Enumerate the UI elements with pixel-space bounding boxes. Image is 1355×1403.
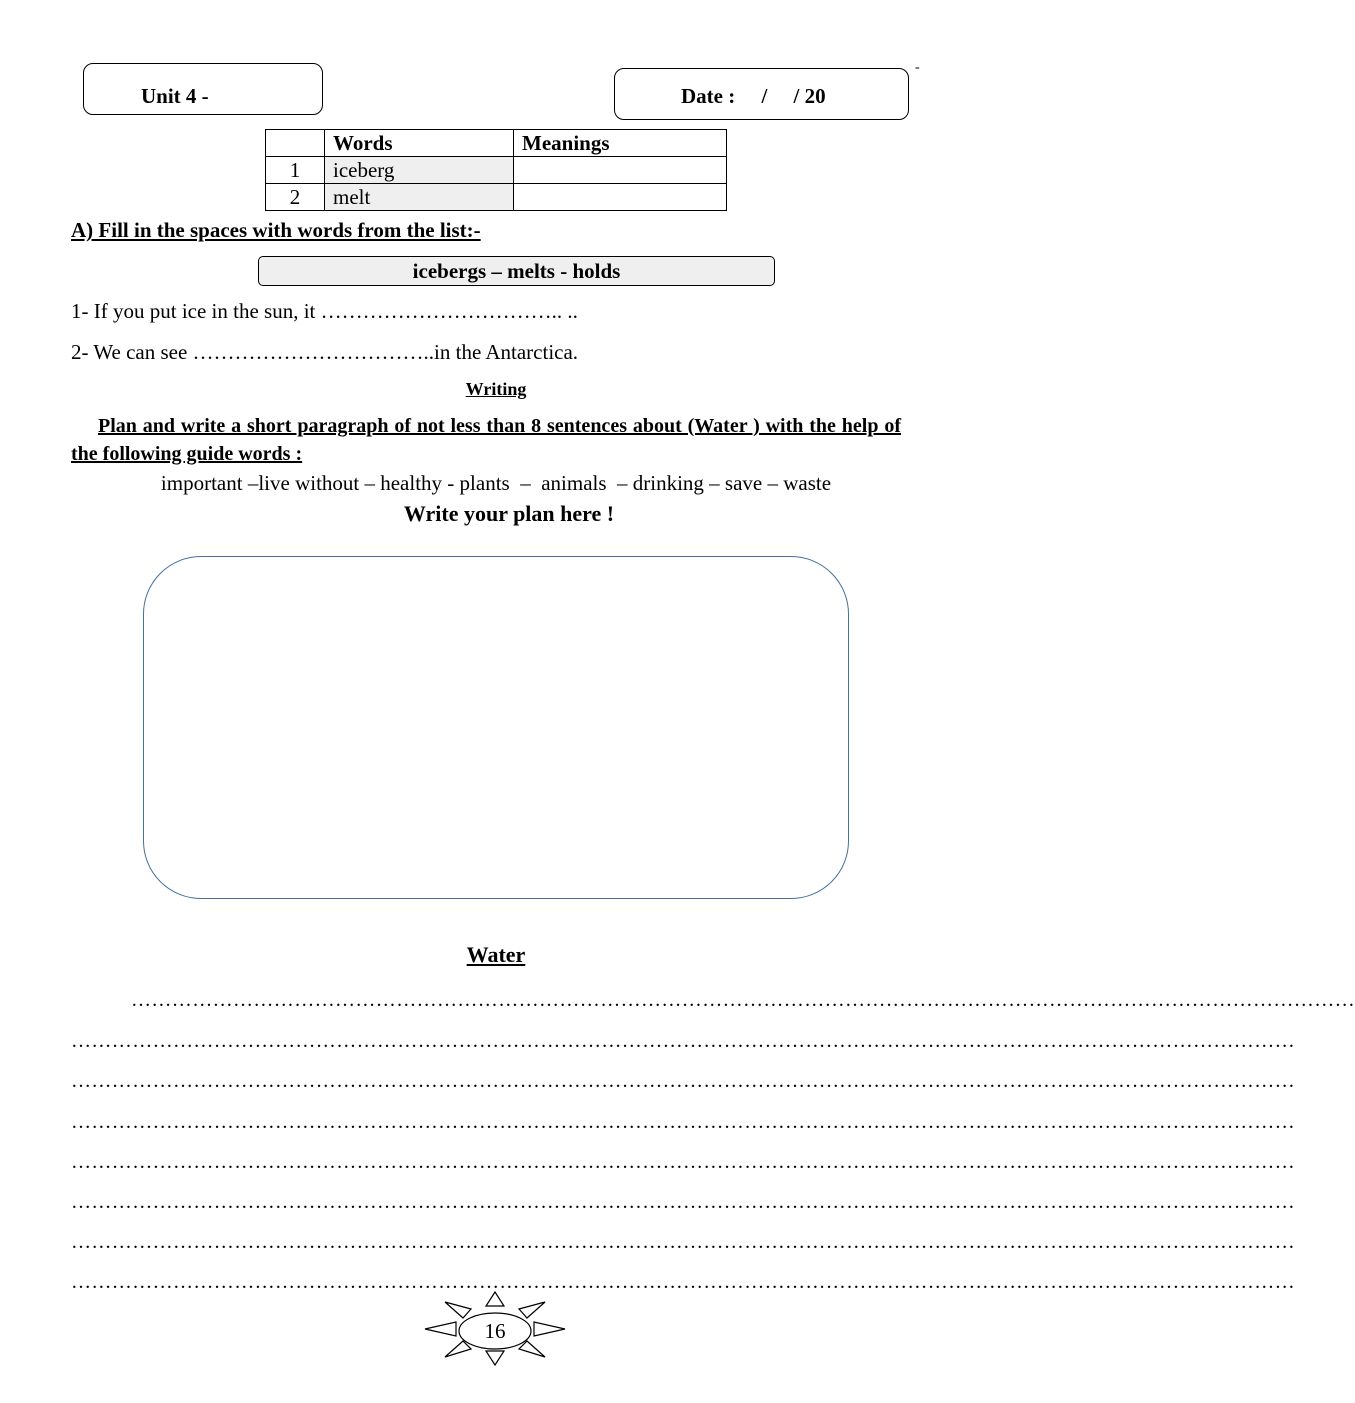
plan-box[interactable] <box>143 556 849 899</box>
table-row <box>266 157 727 184</box>
row-number: 1 <box>266 157 325 184</box>
row-meaning <box>514 157 727 184</box>
date-box <box>614 68 909 120</box>
writing-instructions: Plan and write a short paragraph of not less than 8 sentences about (Water ) with the help of the following guide words : <box>71 415 901 465</box>
writing-line[interactable]: ……………………………………………………………………………………………………………………………………………………………… <box>71 1231 1295 1253</box>
row-meaning <box>514 184 727 211</box>
table-header-words: Words <box>325 130 514 157</box>
section-a-title: A) Fill in the spaces with words from the list:- <box>71 218 481 242</box>
writing-line[interactable]: ……………………………………………………………………………………………………………………………………………………………… <box>71 1271 1295 1293</box>
row-word: melt <box>325 184 514 211</box>
writing-line[interactable]: ……………………………………………………………………………………………………………………………………………………………… <box>71 1111 1295 1133</box>
table-header-meanings: Meanings <box>514 130 727 157</box>
unit-box <box>83 63 323 115</box>
word-list-box: icebergs – melts - holds <box>258 256 775 286</box>
corner-mark: - <box>915 60 920 75</box>
writing-title: Writing <box>465 379 527 399</box>
writing-line[interactable]: ……………………………………………………………………………………………………………………………………………………………… <box>71 1070 1295 1092</box>
table-header-number <box>266 130 325 157</box>
question-2: 2- We can see ……………………………..in the Antarctica. <box>71 340 579 364</box>
question-1: 1- If you put ice in the sun, it …………………………….. .. <box>71 299 578 323</box>
date-label: Date : / / 20 <box>681 84 826 108</box>
table-row <box>266 184 727 211</box>
vocabulary-table <box>265 129 727 211</box>
unit-label: Unit 4 - <box>141 84 209 108</box>
writing-line[interactable]: ……………………………………………………………………………………………………………………………………………………………… <box>71 1191 1295 1213</box>
row-word: iceberg <box>325 157 514 184</box>
writing-line[interactable]: ……………………………………………………………………………………………………………………………………………………………… <box>131 989 1355 1011</box>
page-number-badge <box>424 1291 566 1367</box>
writing-line[interactable]: ……………………………………………………………………………………………………………………………………………………………… <box>71 1030 1295 1052</box>
table-header-row <box>266 130 727 157</box>
writing-line[interactable]: ……………………………………………………………………………………………………………………………………………………………… <box>71 1151 1295 1173</box>
paragraph-title: Water <box>466 942 526 967</box>
row-number: 2 <box>266 184 325 211</box>
page-number: 16 <box>484 1319 506 1343</box>
plan-prompt: Write your plan here ! <box>403 501 615 526</box>
guide-words: important –live without – healthy - plants – animals – drinking – save – waste <box>160 471 832 495</box>
